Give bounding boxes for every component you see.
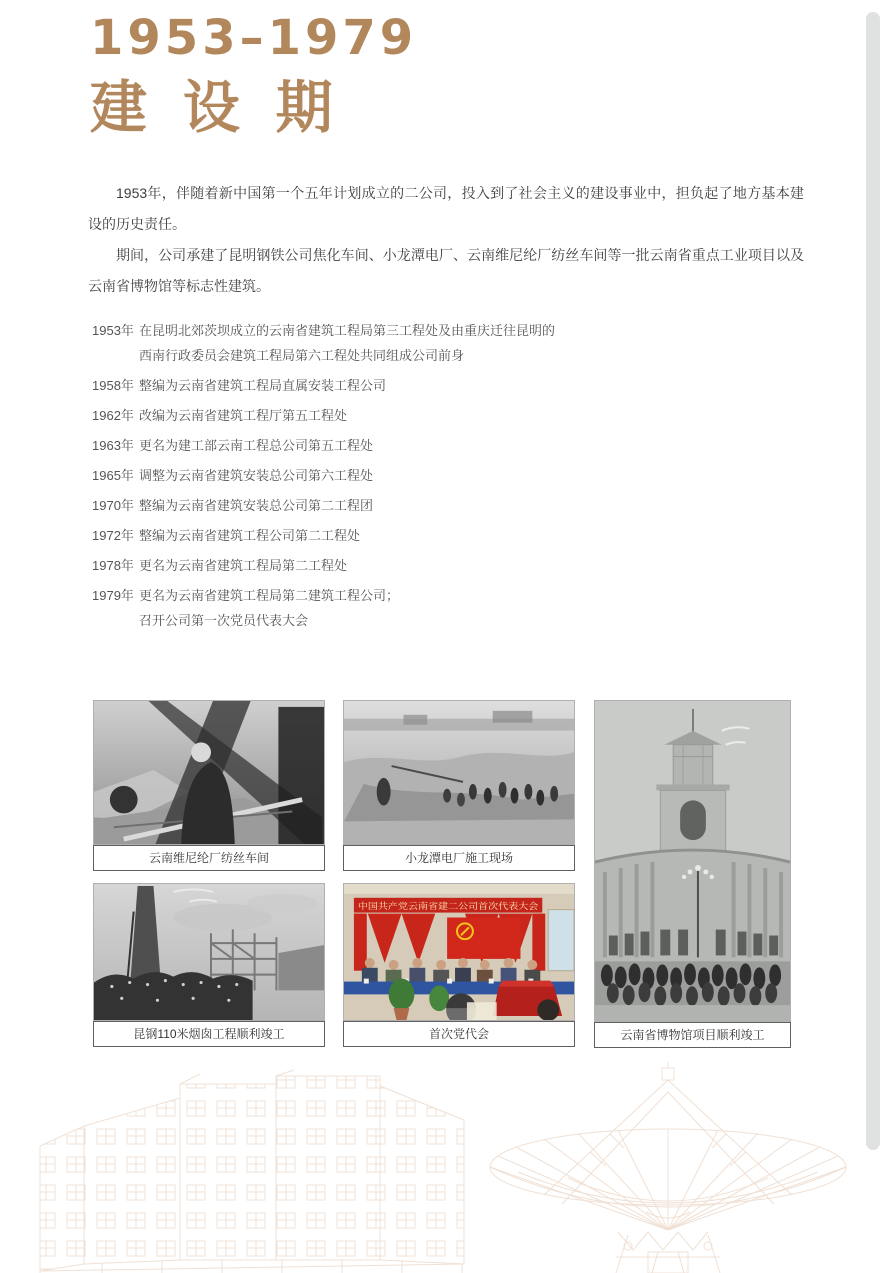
photo-caption: 昆钢110米烟囱工程顺利竣工 bbox=[93, 1021, 325, 1047]
timeline-desc-line: 在昆明北郊茨坝成立的云南省建筑工程局第三工程处及由重庆迁往昆明的 bbox=[139, 323, 556, 338]
timeline-year: 1978年 bbox=[92, 558, 134, 573]
timeline-desc-line: 更名为建工部云南工程总公司第五工程处 bbox=[139, 438, 374, 453]
timeline-desc-line: 召开公司第一次党员代表大会 bbox=[139, 613, 309, 628]
timeline-desc-line: 西南行政委员会建筑工程局第六工程处共同组成公司前身 bbox=[139, 348, 465, 363]
photo-caption: 小龙潭电厂施工现场 bbox=[343, 845, 575, 871]
photo-yunnan-museum bbox=[594, 700, 791, 1048]
era-name-title: 建 设 期 bbox=[90, 75, 343, 140]
timeline-entry-1962 bbox=[92, 403, 752, 428]
timeline-entry-1979 bbox=[92, 583, 752, 633]
intro-paragraph-2: 期间，公司承建了昆明钢铁公司焦化车间、小龙潭电厂、云南维尼纶厂纺丝车间等一批云南省重点工业项目以及云南省博物馆等标志性建筑。 bbox=[88, 247, 804, 294]
timeline-year: 1963年 bbox=[92, 438, 134, 453]
timeline-desc-line: 调整为云南省建筑安装总公司第六工程处 bbox=[139, 468, 374, 483]
timeline-year: 1962年 bbox=[92, 408, 134, 423]
timeline-year: 1958年 bbox=[92, 378, 134, 393]
timeline-desc-line: 改编为云南省建筑工程厅第五工程处 bbox=[139, 408, 348, 423]
timeline-desc-line: 更名为云南省建筑工程局第二建筑工程公司； bbox=[139, 588, 400, 603]
timeline-year: 1972年 bbox=[92, 528, 134, 543]
photo-caption: 云南维尼纶厂纺丝车间 bbox=[93, 845, 325, 871]
timeline-entry-1958 bbox=[92, 373, 752, 398]
timeline-section bbox=[92, 318, 752, 638]
timeline-entry-1970 bbox=[92, 493, 752, 518]
timeline-entry-1978 bbox=[92, 553, 752, 578]
chapter-header bbox=[90, 12, 417, 139]
timeline-entry-1972 bbox=[92, 523, 752, 548]
photo-caption: 首次党代会 bbox=[343, 1021, 575, 1047]
timeline-entry-1953 bbox=[92, 318, 752, 368]
timeline-desc-line: 整编为云南省建筑安装总公司第二工程团 bbox=[139, 498, 374, 513]
satellite-dish-line-art bbox=[478, 1062, 858, 1273]
intro-section bbox=[88, 178, 804, 302]
photo-xiaolongtan-site bbox=[343, 700, 575, 871]
timeline-year: 1970年 bbox=[92, 498, 134, 513]
photo-image bbox=[343, 883, 575, 1021]
photo-kungang-chimney bbox=[93, 883, 325, 1047]
timeline-desc-line: 整编为云南省建筑工程公司第二工程处 bbox=[139, 528, 361, 543]
photo-vinylon-workshop bbox=[93, 700, 325, 871]
photo-party-congress bbox=[343, 883, 575, 1047]
timeline-desc-line: 整编为云南省建筑工程局直属安装工程公司 bbox=[139, 378, 387, 393]
era-range-title: 1953–1979 bbox=[90, 10, 418, 66]
timeline-entry-1963 bbox=[92, 433, 752, 458]
timeline-year: 1965年 bbox=[92, 468, 134, 483]
party-congress-banner-text: 中国共产党云南省建二公司首次代表大会 bbox=[357, 901, 540, 912]
intro-paragraph-1: 1953年，伴随着新中国第一个五年计划成立的二公司，投入到了社会主义的建设事业中，担负起了地方基本建设的历史责任。 bbox=[88, 185, 804, 232]
timeline-desc-line: 更名为云南省建筑工程局第二工程处 bbox=[139, 558, 348, 573]
photo-image bbox=[93, 700, 325, 845]
photo-image bbox=[343, 700, 575, 845]
building-line-art bbox=[32, 1068, 477, 1273]
timeline-year: 1979年 bbox=[92, 588, 134, 603]
timeline-year: 1953年 bbox=[92, 323, 134, 338]
photo-caption: 云南省博物馆项目顺利竣工 bbox=[594, 1022, 791, 1048]
photo-image bbox=[594, 700, 791, 1022]
photo-image bbox=[93, 883, 325, 1021]
timeline-entry-1965 bbox=[92, 463, 752, 488]
scrollbar-thumb[interactable] bbox=[866, 12, 880, 1150]
